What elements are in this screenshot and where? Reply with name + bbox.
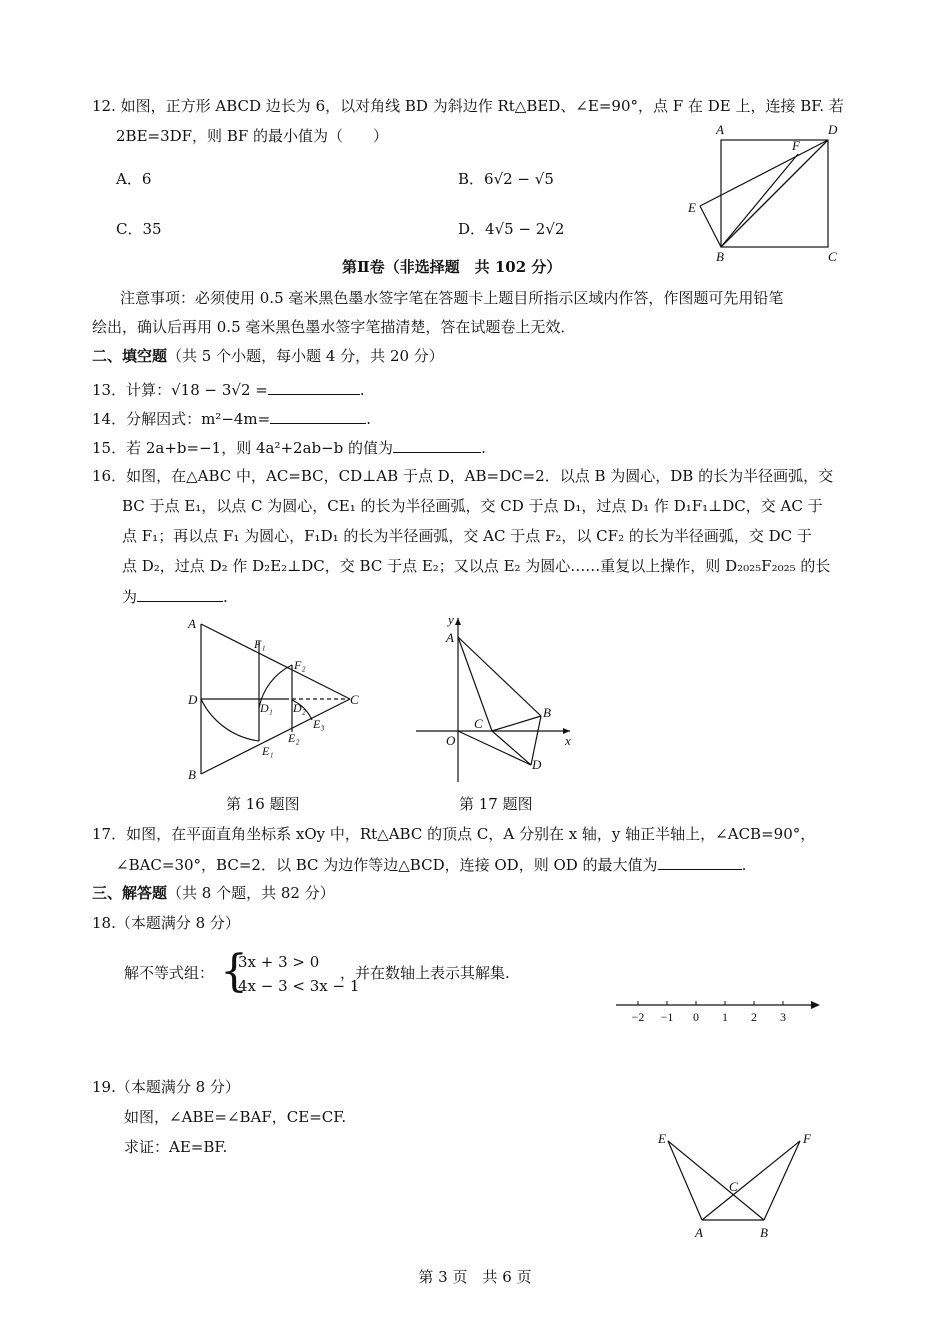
section2-header (92, 345, 444, 367)
q12-line1: 12. 如图，正方形 ABCD 边长为 6，以对角线 BD 为斜边作 Rt△BED、∠E=90°，点 F 在 DE 上，连接 BF. 若 (92, 97, 844, 115)
label-o: O (446, 733, 456, 748)
q18-number-line[interactable] (610, 994, 830, 1024)
q17-answer-blank[interactable] (658, 853, 742, 870)
label-d: D (828, 122, 838, 137)
q15-answer-blank[interactable] (393, 436, 481, 453)
segment-ab (458, 637, 541, 716)
q13-answer-blank[interactable] (268, 378, 360, 395)
q14-end: . (366, 410, 372, 428)
label-a: A (695, 1225, 703, 1240)
label-a: A (716, 122, 724, 137)
segment-ed (700, 140, 828, 206)
q15 (92, 436, 486, 459)
q12-option-d: D．4√5 − 2√2 (458, 220, 565, 238)
segment-bc (201, 699, 350, 774)
q12-line2: 2BE=3DF，则 BF 的最小值为（ ） (116, 127, 389, 145)
label-b: B (716, 249, 724, 264)
q16-figure (180, 612, 370, 787)
q18-tail: ，并在数轴上表示其解集. (340, 964, 510, 982)
q17-caption: 第 17 题图 (459, 795, 533, 813)
segment-bf (721, 154, 798, 247)
label-c: C (828, 249, 837, 264)
q17-figure (410, 612, 585, 787)
q19-header: 19.（本题满分 8 分） (92, 1078, 240, 1096)
q19-given: 如图，∠ABE=∠BAF，CE=CF. (124, 1108, 347, 1126)
label-e2: E₂ (288, 731, 300, 745)
q16-line4: 点 D₂，过点 D₂ 作 D₂E₂⊥DC，交 BC 于点 E₂；又以点 E₂ 为圆心……重复以上操作，则 D₂₀₂₅F₂₀₂₅ 的长 (122, 557, 831, 575)
part2-notice-2: 绘出，确认后再用 0.5 毫米黑色墨水签字笔描清楚，答在试题卷上无效． (92, 318, 576, 336)
label-b: B (760, 1225, 768, 1240)
y-axis-arrow-icon (455, 618, 461, 625)
label-c: C (350, 692, 359, 707)
number-line-arrow-icon (811, 1001, 820, 1009)
q16-answer-blank[interactable] (137, 585, 223, 602)
q18-brace-icon: { (220, 946, 248, 997)
q14-answer-blank[interactable] (270, 407, 366, 424)
section2-title: 二、填空题 (92, 347, 168, 365)
q12-figure (680, 118, 850, 268)
q16-end: . (223, 588, 228, 606)
number-line-tick-label: 2 (751, 1010, 757, 1024)
section3-title: 三、解答题 (92, 884, 168, 902)
q19-prove: 求证：AE=BF. (124, 1138, 228, 1156)
label-f: F (792, 138, 800, 153)
label-c: C (474, 716, 483, 731)
q18-header: 18.（本题满分 8 分） (92, 914, 240, 932)
segment-ea (668, 1141, 702, 1220)
segment-be (700, 206, 721, 247)
q12-option-c: C．35 (116, 220, 162, 238)
label-c: C (729, 1179, 738, 1194)
q13-text: 13．计算：√18 − 3√2 = (92, 381, 268, 399)
q12-option-b: B．6√2 − √5 (458, 170, 554, 188)
label-d: D (188, 692, 198, 707)
page-footer: 第 3 页 共 6 页 (418, 1268, 532, 1286)
q13 (92, 378, 365, 401)
label-x: x (565, 733, 571, 748)
number-line-tick-label: −1 (660, 1010, 674, 1024)
q17-line2-text: ∠BAC=30°，BC=2．以 BC 为边作等边△BCD，连接 OD，则 OD 的最大值为 (116, 856, 658, 874)
part2-heading: 第Ⅱ卷（非选择题 共 102 分） (342, 258, 562, 276)
q16-line5 (122, 585, 228, 608)
number-line-tick-label: 0 (693, 1010, 699, 1024)
q12-option-a: A．6 (116, 170, 152, 188)
q14 (92, 407, 371, 430)
label-e: E (658, 1131, 666, 1146)
part2-notice-1: 注意事项：必须使用 0.5 毫米黑色墨水签字笔在答题卡上题目所指示区域内作答，作图题可先用铅笔 (120, 289, 784, 307)
q13-end: . (359, 381, 365, 399)
number-line-tick-label: 3 (780, 1010, 786, 1024)
number-line-tick-label: −2 (631, 1010, 645, 1024)
label-d1: D₁ (260, 701, 273, 715)
q17-line1: 17．如图，在平面直角坐标系 xOy 中，Rt△ABC 的顶点 C，A 分别在 x 轴，y 轴正半轴上，∠ACB=90°， (92, 825, 816, 843)
q16-line5-text: 为 (122, 588, 138, 606)
segment-od (458, 731, 531, 765)
q15-end: . (481, 439, 486, 457)
q17-end: . (741, 856, 747, 874)
q14-text: 14．分解因式：m²−4m= (92, 410, 271, 428)
section2-desc: （共 5 个小题，每小题 4 分，共 20 分） (167, 347, 444, 365)
number-line-tick-label: 1 (722, 1010, 728, 1024)
q19-figure (650, 1125, 825, 1245)
q18-inequality-1: 3x + 3 > 0 (238, 953, 320, 971)
label-f1: F₁ (254, 637, 266, 651)
q18-lead: 解不等式组： (124, 964, 215, 982)
segment-bd-2 (721, 140, 828, 247)
label-e: E (688, 200, 696, 215)
label-d: D (532, 757, 542, 772)
label-f2: F₂ (294, 658, 306, 672)
q16-line3: 点 F₁；再以点 F₁ 为圆心，F₁D₁ 的长为半径画弧，交 AC 于点 F₂，以 CF₂ 的长为半径画弧，交 DC 于 (122, 527, 812, 545)
q17-line2 (116, 853, 746, 876)
segment-fb (764, 1141, 800, 1220)
section3-desc: （共 8 个题，共 82 分） (167, 884, 335, 902)
label-d2: D₂ (293, 701, 306, 715)
segment-ac (201, 624, 350, 699)
q16-caption: 第 16 题图 (226, 795, 300, 813)
label-b: B (543, 705, 551, 720)
label-e1: E₁ (262, 744, 274, 758)
label-e3: E₃ (313, 717, 325, 731)
label-y: y (448, 612, 454, 627)
section3-header (92, 882, 335, 904)
q18-inequality-2: 4x − 3 < 3x − 1 (238, 977, 360, 995)
q16-line2: BC 于点 E₁，以点 C 为圆心，CE₁ 的长为半径画弧，交 CD 于点 D₁，过点 D₁ 作 D₁F₁⊥DC，交 AC 于 (122, 497, 823, 515)
label-a: A (188, 616, 196, 631)
segment-cb (492, 716, 541, 731)
arc-de1 (201, 699, 259, 741)
q16-line1: 16．如图，在△ABC 中，AC=BC，CD⊥AB 于点 D，AB=DC=2．以点 B 为圆心，DB 的长为半径画弧，交 (92, 467, 834, 485)
label-f: F (803, 1131, 811, 1146)
label-a: A (446, 630, 454, 645)
segment-cd (492, 731, 531, 765)
q15-text: 15．若 2a+b=−1，则 4a²+2ab−b 的值为 (92, 439, 394, 457)
label-b: B (188, 767, 196, 782)
